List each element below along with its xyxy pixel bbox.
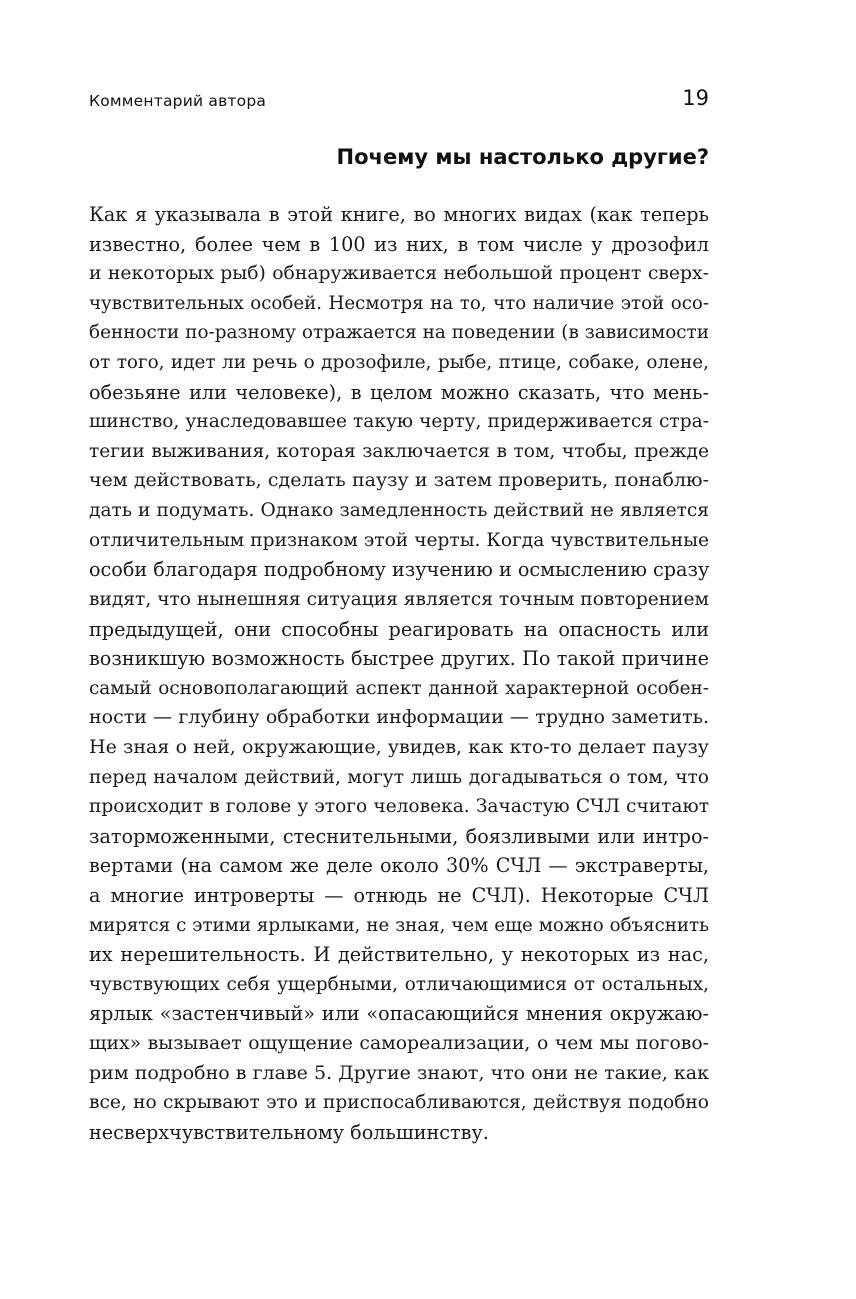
text-line: дать и подумать. Однако замедленность действий не является: [89, 500, 709, 522]
text-line: мирятся с этими ярлыками, не зная, чем еще можно объяснить: [89, 914, 709, 936]
text-line: заторможенными, стеснительными, боязливыми или интро-: [89, 824, 709, 848]
text-line: шинство, унаследовавшее такую черту, придерживается стра-: [89, 411, 709, 433]
page-number: 19: [682, 86, 709, 110]
text-line: чувствующих себя ущербными, отличающимися от остальных,: [89, 973, 709, 995]
text-line: бенности по-разному отражается на поведении (в зависимости: [89, 322, 709, 344]
text-line: вертами (на самом же деле около 30% СЧЛ — экстраверты,: [89, 854, 709, 878]
text-line: чувствительных особей. Несмотря на то, что наличие этой осо-: [89, 292, 709, 314]
text-line: видят, что нынешняя ситуация является точным повторением: [89, 588, 709, 610]
running-header: [89, 86, 709, 116]
text-line: происходит в голове у этого человека. Зачастую СЧЛ считают: [89, 796, 709, 818]
text-line: Как я указывала в этой книге, во многих видах (как теперь: [89, 203, 709, 226]
text-line: щих» вызывает ощущение самореализации, о чем мы погово-: [89, 1033, 709, 1055]
text-line: их нерешительность. И действительно, у некоторых из нас,: [89, 943, 709, 967]
text-line: Не зная о ней, окружающие, увидев, как кто-то делает паузу: [89, 735, 709, 758]
section-heading: Почему мы настолько другие?: [336, 145, 709, 169]
text-line: а многие интроверты — отнюдь не СЧЛ). Некоторые СЧЛ: [89, 884, 709, 908]
text-line: самый основополагающий аспект данной характерной особен-: [89, 677, 709, 699]
text-line: и некоторых рыб) обнаруживается небольшой процент сверх-: [89, 263, 709, 285]
text-line: обезьяне или человеке), в целом можно сказать, что мень-: [89, 380, 709, 404]
text-line: отличительным признаком этой черты. Когда чувствительные: [89, 529, 709, 551]
text-line: перед началом действий, могут лишь догадываться о том, что: [89, 766, 709, 788]
text-line: тегии выживания, которая заключается в том, чтобы, прежде: [89, 440, 709, 462]
body-paragraph: [89, 200, 709, 1148]
text-line: предыдущей, они способны реагировать на опасность или: [89, 617, 709, 641]
text-line: известно, более чем в 100 из них, в том числе у дрозофил: [89, 232, 709, 256]
text-line: ности — глубину обработки информации — трудно заметить.: [89, 706, 709, 729]
text-line: рим подробно в главе 5. Другие знают, что они не такие, как: [89, 1061, 709, 1084]
text-line: несверхчувствительному большинству.: [89, 1120, 489, 1144]
text-line: чем действовать, сделать паузу и затем проверить, понаблю-: [89, 469, 709, 492]
text-line: все, но скрывают это и приспосабливаются, действуя подобно: [89, 1092, 709, 1114]
running-title: Комментарий автора: [89, 92, 267, 110]
text-line: от того, идет ли речь о дрозофиле, рыбе, птице, собаке, олене,: [89, 352, 709, 374]
text-line: возникшую возможность быстрее других. По такой причине: [89, 647, 709, 671]
text-line: ярлык «застенчивый» или «опасающийся мнения окружаю-: [89, 1002, 709, 1026]
text-line: особи благодаря подробному изучению и осмыслению сразу: [89, 558, 709, 582]
